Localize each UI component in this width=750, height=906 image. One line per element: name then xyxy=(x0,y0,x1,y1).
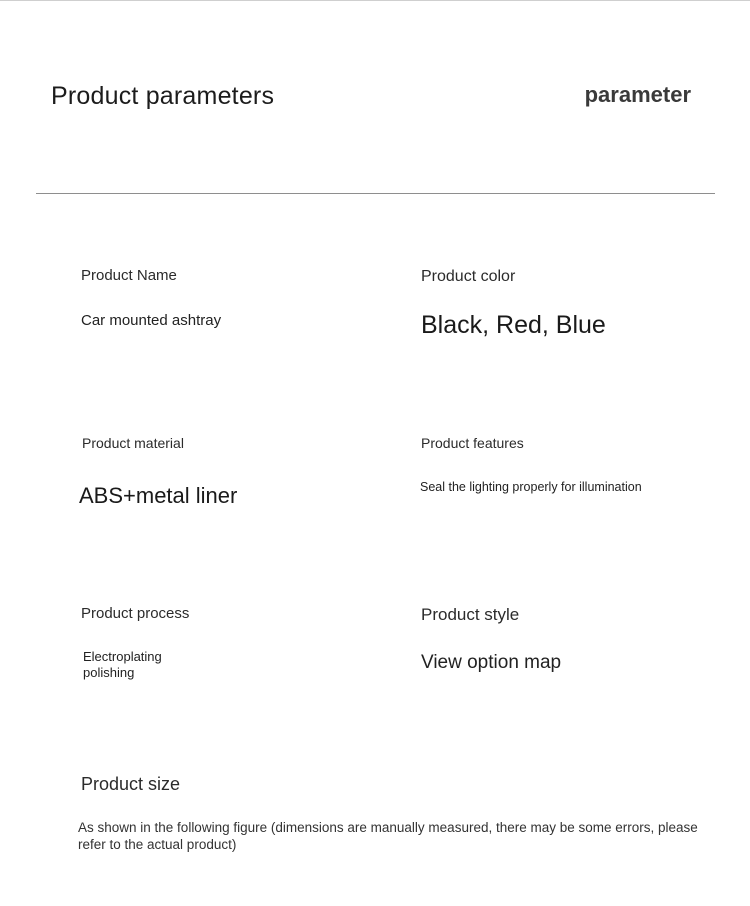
product-features-value: Seal the lighting properly for illumination xyxy=(420,480,642,494)
top-rule xyxy=(0,0,750,1)
product-name-label: Product Name xyxy=(81,267,177,284)
product-process-value xyxy=(83,649,162,681)
product-color-label: Product color xyxy=(421,268,516,285)
process-value-line-2: polishing xyxy=(83,665,135,680)
product-name-value: Car mounted ashtray xyxy=(81,312,222,329)
product-features-label: Product features xyxy=(421,435,524,451)
header-divider xyxy=(36,193,715,194)
product-material-label: Product material xyxy=(82,435,184,451)
product-material-value: ABS+metal liner xyxy=(79,483,238,508)
product-color-value: Black, Red, Blue xyxy=(421,311,606,339)
product-size-label: Product size xyxy=(81,774,181,794)
product-size-note: As shown in the following figure (dimensions are manually measured, there may be some errors, please refer to the actual product) xyxy=(78,820,698,852)
product-style-value: View option map xyxy=(421,652,562,673)
page-title: Product parameters xyxy=(51,82,275,110)
section-tag: parameter xyxy=(584,82,691,107)
product-style-label: Product style xyxy=(421,605,520,624)
process-value-line-1: Electroplating xyxy=(83,649,162,664)
product-process-label: Product process xyxy=(81,605,190,622)
